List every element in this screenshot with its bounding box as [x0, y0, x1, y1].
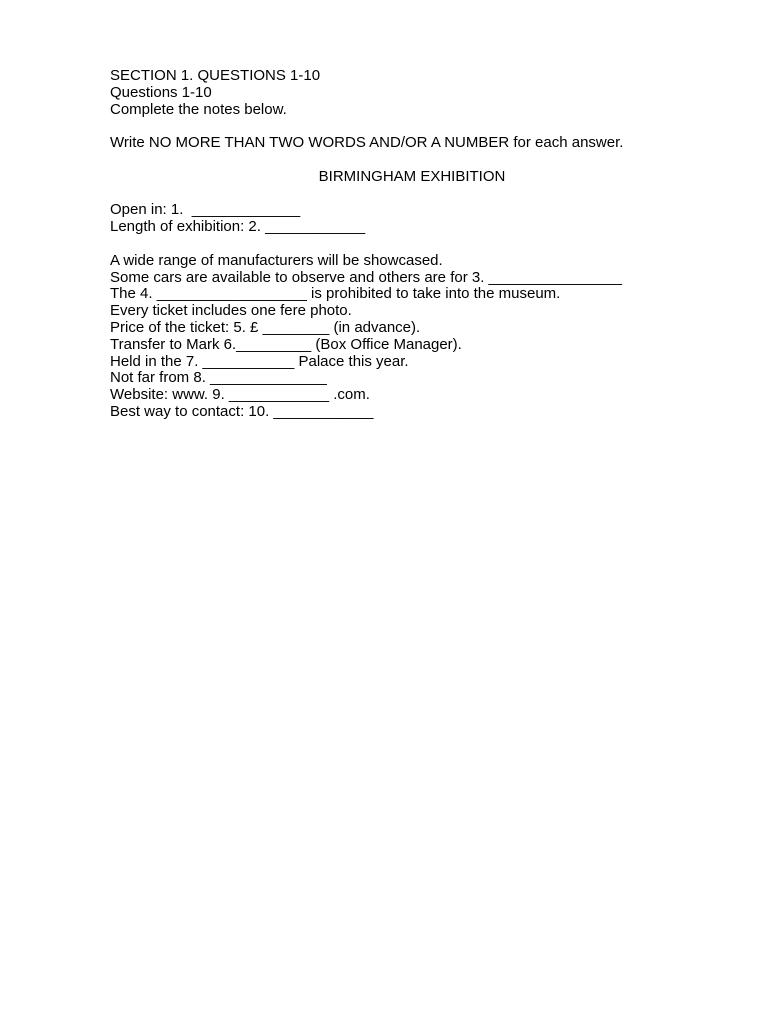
questions-range: Questions 1-10: [110, 83, 212, 101]
notes-title: BIRMINGHAM EXHIBITION: [318, 167, 506, 185]
instruction-text: Complete the notes below.: [110, 100, 287, 118]
spacer: [110, 236, 670, 253]
question-10: Best way to contact: 10. ____________: [110, 402, 374, 420]
question-5: Price of the ticket: 5. £ ________ (in advance).: [110, 318, 421, 336]
question-4: The 4. __________________ is prohibited to take into the museum.: [110, 285, 561, 303]
note-manufacturers: A wide range of manufacturers will be showcased.: [110, 251, 443, 269]
section-title: SECTION 1. QUESTIONS 1-10: [110, 67, 321, 84]
question-2: Length of exhibition: 2. ____________: [110, 218, 366, 236]
question-6: Transfer to Mark 6._________ (Box Office Manager).: [110, 335, 462, 353]
spacer: [110, 118, 670, 135]
question-1: Open in: 1. _____________: [110, 201, 301, 219]
spacer: [110, 186, 670, 203]
document-page: [110, 68, 670, 421]
question-3: Some cars are available to observe and others are for 3. ________________: [110, 268, 623, 286]
question-9: Website: www. 9. ____________ .com.: [110, 386, 370, 404]
question-8: Not far from 8. ______________: [110, 369, 327, 387]
note-photo: Every ticket includes one fere photo.: [110, 302, 352, 320]
question-7: Held in the 7. ___________ Palace this year.: [110, 352, 409, 370]
word-limit-instruction: Write NO MORE THAN TWO WORDS AND/OR A NUMBER for each answer.: [110, 134, 624, 152]
spacer: [110, 152, 670, 169]
